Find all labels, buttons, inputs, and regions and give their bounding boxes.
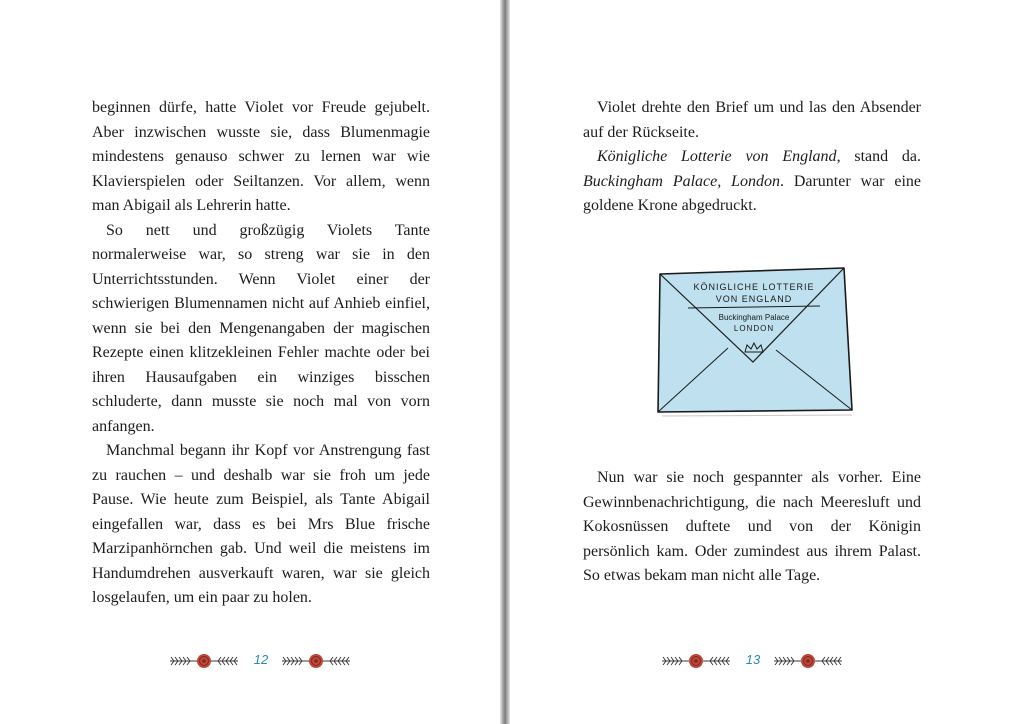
lottery-name-italic: Königliche Lotterie von England — [597, 148, 837, 165]
left-page-text — [92, 96, 430, 611]
left-page — [0, 0, 500, 724]
right-paragraph-2-text-b: . Darunter war eine goldene Krone abgedruckt. — [583, 172, 921, 214]
book-gutter — [500, 0, 510, 724]
envelope-illustration — [648, 260, 858, 420]
flower-ornament-icon — [280, 648, 352, 674]
right-paragraph-1: Violet drehte den Brief um und las den Absender auf der Rückseite. — [583, 99, 921, 141]
right-paragraph-3: Nun war sie noch gespannter als vorher. Eine Gewinnbenachrichtigung, die nach Meeresluft und Kokosnüssen duftete und von der Königin persönlich kam. Oder zumindest aus ihrem Palast. So etwas bekam man nicht alle Tage. — [583, 469, 921, 584]
page-number-right: 13 — [745, 652, 761, 667]
right-page — [510, 0, 1020, 724]
envelope-line-1: KÖNIGLICHE LOTTERIE — [693, 282, 815, 292]
flower-ornament-icon — [660, 648, 732, 674]
page-number-left: 12 — [253, 652, 269, 667]
left-paragraph-3: Manchmal begann ihr Kopf vor Anstrengung fast zu rauchen – und deshalb war sie froh um jede Pause. Wie heute zum Beispiel, als Tante Abigail eingefallen war, dass es bei Mrs Blue frische Marzipanhörnchen gab. Und weil die meistens im Handumdrehen ausverkauft waren, war sie gleich losgelaufen, um ein paar zu holen. — [92, 442, 430, 606]
right-page-text-top — [583, 96, 921, 219]
right-page-footer — [660, 648, 860, 674]
envelope-line-2: VON ENGLAND — [715, 294, 793, 304]
left-page-footer — [168, 648, 358, 674]
left-paragraph-2: So nett und großzügig Violets Tante normalerweise war, so streng war sie in den Unterrichtsstunden. Wenn Violet einer der schwierigen Blumennamen nicht auf Anhieb einfiel, wenn sie bei den Mengenangaben der magischen Rezepte einen klitzekleinen Fehler machte oder bei ihren Hausaufgaben ein winziges bisschen schluderte, dann musste sie noch mal von vorn anfangen. — [92, 221, 430, 435]
envelope-line-3: Buckingham Palace — [718, 313, 790, 322]
flower-ornament-icon — [168, 648, 240, 674]
flower-ornament-icon — [772, 648, 844, 674]
right-paragraph-2 — [583, 145, 921, 219]
left-paragraph-1: beginnen dürfe, hatte Violet vor Freude gejubelt. Aber inzwischen wusste sie, dass Blumenmagie mindestens genauso schwer zu lernen war wie Klavierspielen oder Seiltanzen. Vor allem, wenn man Abigail als Lehrerin hatte. — [92, 99, 430, 214]
right-page-text-bottom — [583, 466, 921, 589]
palace-address-italic: Buckingham Palace, London — [583, 172, 780, 190]
envelope-line-4: LONDON — [733, 324, 775, 333]
right-paragraph-2-text-a: , stand da. — [836, 148, 922, 165]
